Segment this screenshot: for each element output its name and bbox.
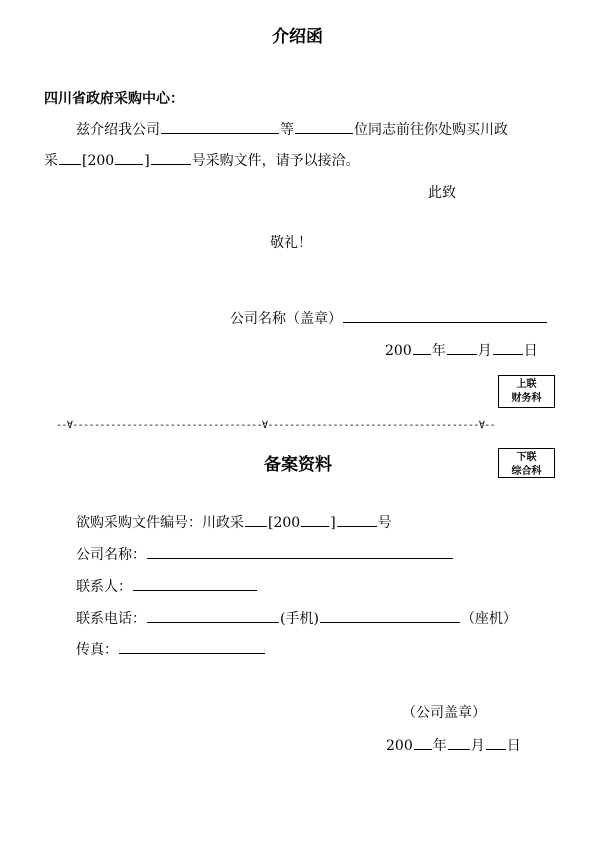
record-doc-number-blank[interactable] bbox=[337, 512, 377, 527]
intro-text-deng: 等 bbox=[280, 122, 294, 138]
record-company-label: 公司名称： bbox=[76, 547, 146, 563]
record-date-month-label: 月 bbox=[470, 738, 485, 754]
company-name-blank[interactable] bbox=[161, 119, 279, 134]
stub-upper-line1: 上联 bbox=[516, 379, 537, 390]
letter-intro-line bbox=[76, 119, 508, 139]
record-seal: （公司盖章） bbox=[402, 705, 486, 721]
record-doc-code-blank[interactable] bbox=[245, 512, 267, 527]
record-fax-line bbox=[76, 639, 266, 659]
record-fax-blank[interactable] bbox=[119, 639, 265, 654]
record-contact-line bbox=[76, 576, 258, 596]
record-date-month-blank[interactable] bbox=[448, 735, 470, 750]
record-contact-label: 联系人： bbox=[76, 579, 132, 595]
letter-title: 介绍函 bbox=[272, 27, 323, 47]
record-landline-blank[interactable] bbox=[320, 608, 460, 623]
record-doc-bracket: ] bbox=[330, 515, 336, 531]
record-date-day-label: 日 bbox=[506, 738, 521, 754]
date-year-prefix: 200 bbox=[385, 343, 412, 359]
record-docno-label: 欲购采购文件编号：川政采 bbox=[76, 515, 244, 531]
record-landline-label: （座机） bbox=[460, 611, 517, 627]
record-date-year-label: 年 bbox=[432, 738, 447, 754]
letter-company-label: 公司名称（盖章） bbox=[230, 311, 342, 327]
letter-recipient: 四川省政府采购中心： bbox=[44, 91, 184, 107]
record-mobile-blank[interactable] bbox=[147, 608, 279, 623]
doc-number-blank[interactable] bbox=[151, 150, 191, 165]
record-doc-year-blank[interactable] bbox=[301, 512, 329, 527]
doc-year-prefix: [200 bbox=[82, 153, 115, 169]
record-fax-label: 传真： bbox=[76, 642, 118, 658]
record-contact-blank[interactable] bbox=[133, 576, 257, 591]
stub-upper-line2: 财务科 bbox=[511, 393, 542, 404]
stub-upper-box bbox=[498, 375, 555, 408]
doc-bracket-close: ] bbox=[144, 153, 150, 169]
doc-code-blank[interactable] bbox=[59, 150, 81, 165]
person-count-blank[interactable] bbox=[295, 119, 353, 134]
record-mobile-label: (手机) bbox=[280, 611, 319, 627]
date-day-label: 日 bbox=[523, 343, 538, 359]
doc-prefix: 采 bbox=[44, 153, 58, 169]
date-month-label: 月 bbox=[477, 343, 492, 359]
record-doc-year-prefix: [200 bbox=[268, 515, 301, 531]
letter-date-line bbox=[385, 340, 538, 360]
letter-company-line bbox=[230, 308, 548, 328]
stub-lower-line1: 下联 bbox=[516, 452, 537, 463]
stub-lower-line2: 综合科 bbox=[511, 466, 542, 477]
record-date-line bbox=[386, 735, 521, 755]
date-day-blank[interactable] bbox=[493, 340, 523, 355]
record-docno-line bbox=[76, 512, 392, 532]
stub-lower-box bbox=[498, 448, 555, 478]
record-date-day-blank[interactable] bbox=[486, 735, 506, 750]
date-month-blank[interactable] bbox=[447, 340, 477, 355]
record-doc-suffix: 号 bbox=[377, 515, 392, 531]
intro-text-purpose: 位同志前往你处购买川政 bbox=[354, 122, 508, 138]
record-phone-label: 联系电话： bbox=[76, 611, 146, 627]
record-date-year-blank[interactable] bbox=[414, 735, 432, 750]
doc-request-text: 号采购文件，请予以接洽。 bbox=[191, 153, 360, 169]
record-company-blank[interactable] bbox=[147, 544, 453, 559]
intro-text: 兹介绍我公司 bbox=[76, 122, 160, 138]
record-company-line bbox=[76, 544, 454, 564]
perforation-line: --∀-----------------------------------∀---------------------------------------∀-- bbox=[56, 420, 496, 431]
date-year-blank[interactable] bbox=[413, 340, 431, 355]
letter-company-blank[interactable] bbox=[343, 308, 547, 323]
record-phone-line bbox=[76, 608, 517, 628]
record-title: 备案资料 bbox=[264, 455, 332, 475]
date-year-label: 年 bbox=[431, 343, 446, 359]
closing-cizhi: 此致 bbox=[428, 185, 456, 201]
closing-jingli: 敬礼！ bbox=[270, 235, 312, 251]
letter-docno-line bbox=[44, 150, 360, 170]
record-date-year-prefix: 200 bbox=[386, 738, 413, 754]
doc-year-blank[interactable] bbox=[115, 150, 143, 165]
